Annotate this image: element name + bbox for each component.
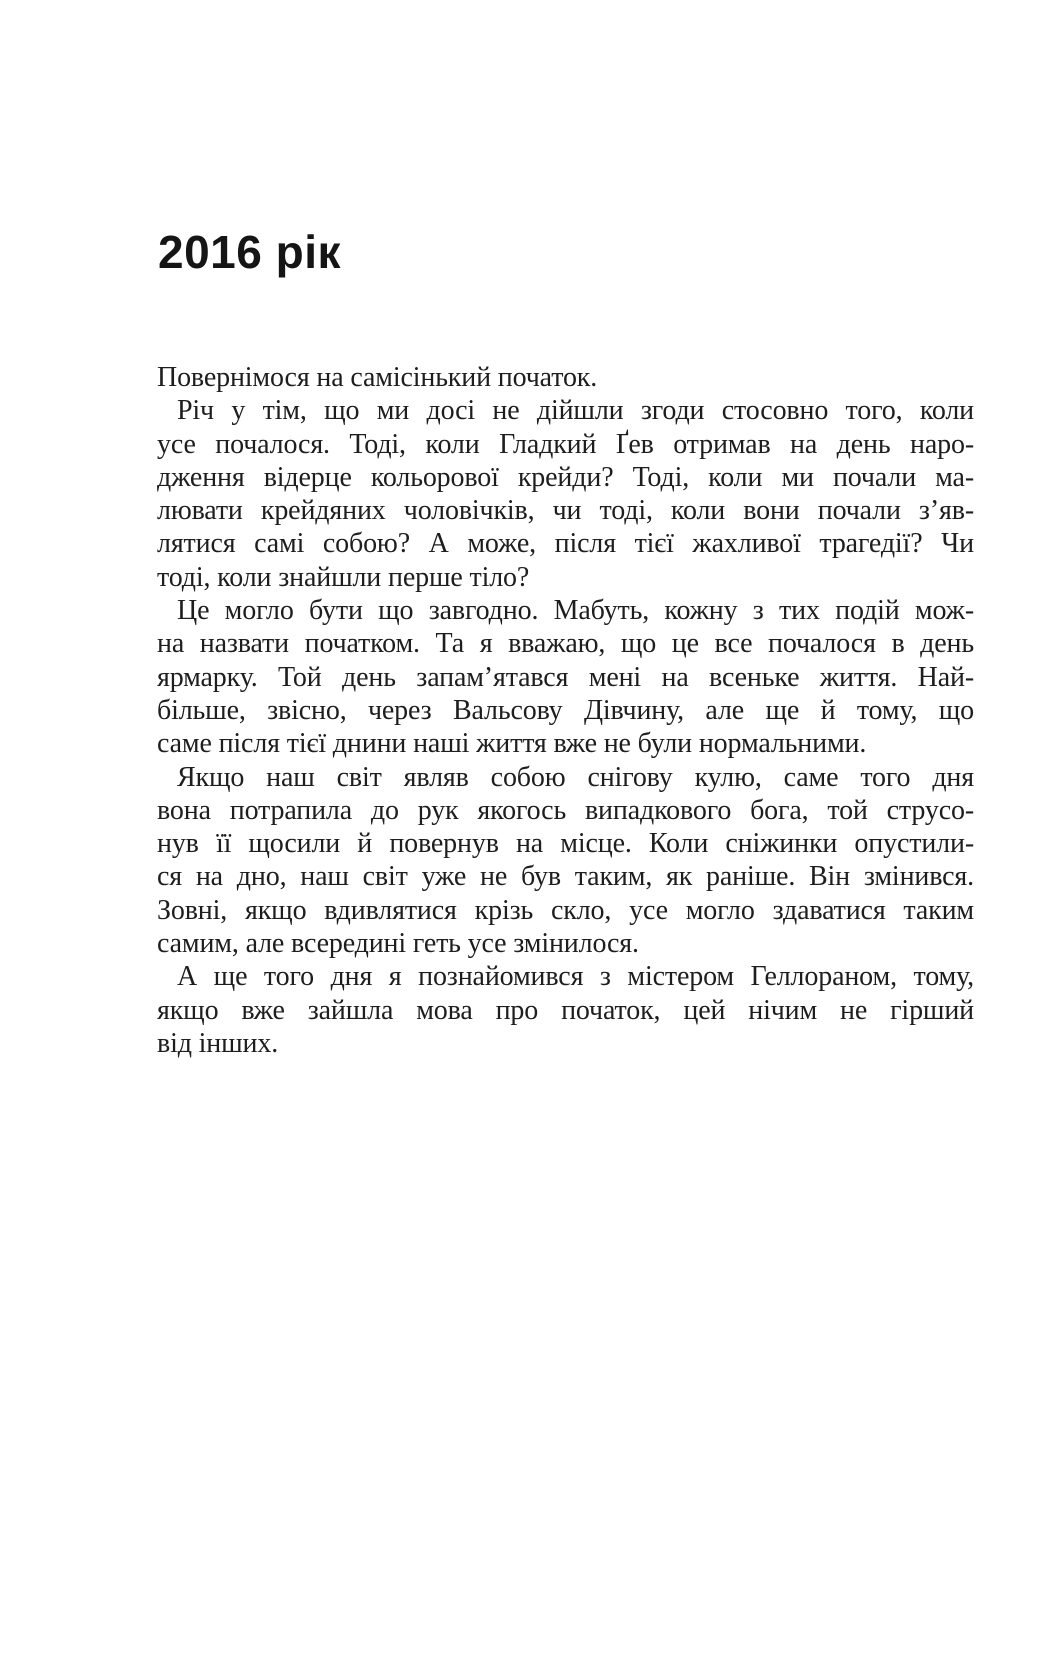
- text-line: від інших.: [157, 1027, 279, 1059]
- text-line: самим, але всередині геть усе змінилося.: [157, 928, 639, 960]
- paragraph: [157, 761, 974, 961]
- text-line: Повернімося на самісінький початок.: [157, 362, 598, 393]
- text-line: Це могло бути що завгодно. Мабуть, кожну з тих подій мож-: [177, 595, 974, 627]
- paragraph: [157, 394, 974, 594]
- text-line: нув її щосили й повернув на місце. Коли сніжинки опустили-: [157, 828, 974, 860]
- paragraph: [157, 594, 974, 760]
- text-line: усе почалося. Тоді, коли Гладкий Ґев отримав на день наро-: [157, 428, 974, 460]
- text-line: Зовні, якщо вдивлятися крізь скло, усе могло здаватися таким: [157, 894, 974, 926]
- text-line: ся на дно, наш світ уже не був таким, як раніше. Він змінився.: [157, 861, 974, 893]
- body-text: [157, 361, 974, 1060]
- text-line: вона потрапила до рук якогось випадкового бога, той струсо-: [157, 794, 974, 826]
- text-line: лятися самі собою? А може, після тієї жахливої трагедії? Чи: [157, 528, 974, 560]
- text-line: більше, звісно, через Вальсову Дівчину, але ще й тому, що: [157, 694, 974, 726]
- text-line: Річ у тім, що ми досі не дійшли згоди стосовно того, коли: [177, 395, 974, 427]
- chapter-heading: 2016 рік: [158, 226, 342, 278]
- text-line: ярмарку. Той день запам’ятався мені на всеньке життя. Най-: [157, 661, 974, 693]
- paragraph: [157, 960, 974, 1060]
- paragraph: [157, 361, 974, 394]
- text-line: Якщо наш світ являв собою снігову кулю, саме того дня: [177, 761, 974, 793]
- text-line: якщо вже зайшла мова про початок, цей нічим не гірший: [157, 994, 974, 1026]
- text-line: дження відерце кольорової крейди? Тоді, коли ми почали ма-: [157, 461, 974, 493]
- text-line: на назвати початком. Та я вважаю, що це все почалося в день: [157, 628, 974, 660]
- text-line: саме після тієї днини наші життя вже не були нормальними.: [157, 728, 867, 760]
- text-line: А ще того дня я познайомився з містером Геллораном, тому,: [177, 961, 974, 993]
- text-line: лювати крейдяних чоловічків, чи тоді, коли вони почали з’яв-: [157, 495, 974, 527]
- text-line: тоді, коли знайшли перше тіло?: [157, 561, 530, 593]
